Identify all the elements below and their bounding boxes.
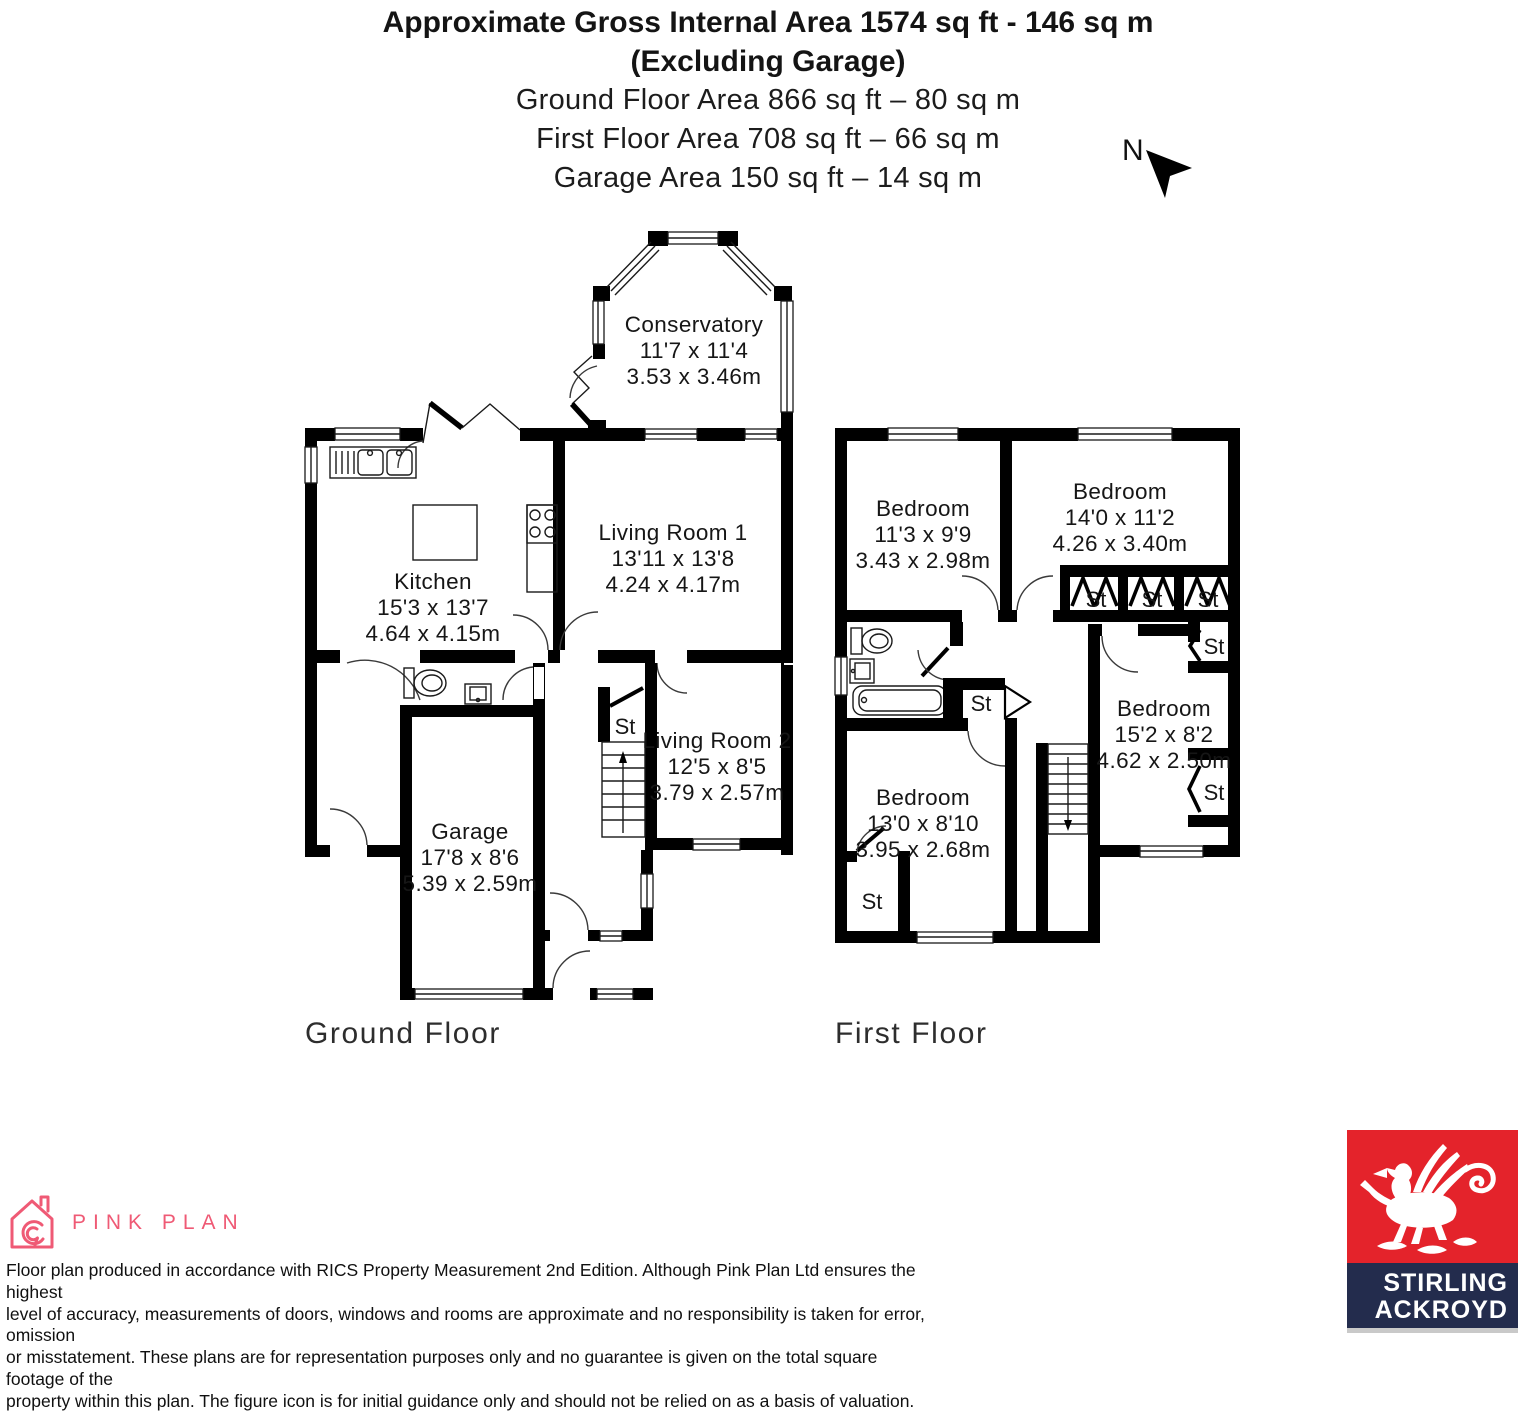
first-floor-title: First Floor	[835, 1017, 988, 1050]
room-label-bedroom-tl: Bedroom	[875, 496, 971, 521]
room-dims-m-living-room-2: 3.79 x 2.57m	[649, 780, 785, 805]
disclaimer-line: property within this plan. The figure icon is for initial guidance only and should not be relied on as a basis of valuation.	[6, 1390, 915, 1411]
logo-shadow	[1347, 1328, 1518, 1333]
storage-label-ff-5: St	[970, 691, 992, 716]
room-dims-ft-living-room-2: 12'5 x 8'5	[667, 754, 767, 779]
kitchen-island	[413, 505, 477, 560]
room-dims-ft-kitchen: 15'3 x 13'7	[377, 595, 489, 620]
pink-plan-brand: PINK PLAN	[72, 1211, 245, 1234]
storage-label-ff-2: St	[1141, 587, 1163, 612]
area-line-first: First Floor Area 708 sq ft – 66 sq m	[536, 123, 1000, 155]
room-label-bedroom-bl: Bedroom	[875, 785, 971, 810]
ground-floor-plan	[305, 231, 793, 1050]
disclaimer-line: or misstatement. These plans are for representation purposes only and no guarantee is given on the total square footage of the	[6, 1347, 878, 1389]
stirling-ackroyd-wordmark	[1347, 1263, 1518, 1328]
pink-plan-logo	[8, 1194, 245, 1252]
area-line-garage: Garage Area 150 sq ft – 14 sq m	[553, 162, 983, 194]
toilet-icon	[404, 668, 446, 698]
agent-name-line1: STIRLING	[1383, 1269, 1508, 1297]
room-dims-ft-living-room-1: 13'11 x 13'8	[611, 546, 735, 571]
room-label-bedroom-right: Bedroom	[1116, 696, 1212, 721]
room-dims-ft-conservatory: 11'7 x 11'4	[639, 338, 749, 363]
room-label-bedroom-tr: Bedroom	[1072, 479, 1168, 504]
room-dims-m-living-room-1: 4.24 x 4.17m	[605, 572, 741, 597]
agent-name-line2: ACKROYD	[1374, 1296, 1508, 1324]
room-dims-m-kitchen: 4.64 x 4.15m	[365, 621, 501, 646]
room-label-living-room-1: Living Room 1	[598, 520, 748, 545]
room-dims-m-conservatory: 3.53 x 3.46m	[626, 364, 762, 389]
room-dims-m-bedroom-bl: 3.95 x 2.68m	[855, 837, 991, 862]
room-dims-ft-bedroom-tr: 14'0 x 11'2	[1064, 505, 1176, 530]
stirling-ackroyd-logo	[1347, 1130, 1518, 1333]
storage-label-gf: St	[614, 714, 636, 739]
room-dims-m-bedroom-right: 4.62 x 2.50m	[1096, 748, 1232, 773]
room-label-kitchen: Kitchen	[394, 569, 472, 594]
room-label-garage: Garage	[431, 819, 509, 844]
disclaimer-line: Floor plan produced in accordance with RICS Property Measurement 2nd Edition. Although Pink Plan Ltd ensures the highest	[6, 1260, 916, 1302]
compass-label: N	[1122, 134, 1144, 167]
page-title: Approximate Gross Internal Area 1574 sq ft - 146 sq m	[382, 6, 1154, 39]
room-dims-m-garage: 5.39 x 2.59m	[402, 871, 538, 896]
page-subtitle: (Excluding Garage)	[630, 45, 906, 78]
disclaimer-line: level of accuracy, measurements of doors, windows and rooms are approximate and no responsibility is taken for error, omission	[6, 1303, 925, 1346]
storage-label-ff-7: St	[1203, 780, 1225, 805]
griffin-icon	[1347, 1130, 1518, 1263]
storage-label-ff-3: St	[1197, 587, 1219, 612]
room-dims-m-bedroom-tl: 3.43 x 2.98m	[855, 548, 991, 573]
ground-floor-title: Ground Floor	[305, 1017, 501, 1050]
basin-icon-ff	[850, 659, 874, 683]
room-dims-ft-garage: 17'8 x 8'6	[420, 845, 520, 870]
storage-label-ff-6: St	[861, 889, 883, 914]
area-line-ground: Ground Floor Area 866 sq ft – 80 sq m	[515, 84, 1021, 116]
stove-icon	[527, 505, 557, 592]
room-dims-m-bedroom-tr: 4.26 x 3.40m	[1052, 531, 1188, 556]
room-label-living-room-2: Living Room 2	[642, 728, 792, 753]
disclaimer-text	[6, 1260, 926, 1413]
room-label-conservatory: Conservatory	[624, 312, 764, 337]
room-dims-ft-bedroom-bl: 13'0 x 8'10	[867, 811, 979, 836]
bathtub-icon	[853, 686, 946, 715]
first-floor-plan	[835, 428, 1240, 1050]
toilet-icon-ff	[851, 628, 892, 654]
room-dims-ft-bedroom-tl: 11'3 x 9'9	[874, 522, 972, 547]
storage-label-ff-4: St	[1203, 634, 1225, 659]
north-arrow-icon	[1122, 134, 1192, 198]
pink-plan-house-icon	[8, 1194, 56, 1252]
room-dims-ft-bedroom-right: 15'2 x 8'2	[1114, 722, 1214, 747]
storage-label-ff-1: St	[1085, 587, 1107, 612]
basin-icon	[465, 684, 491, 704]
